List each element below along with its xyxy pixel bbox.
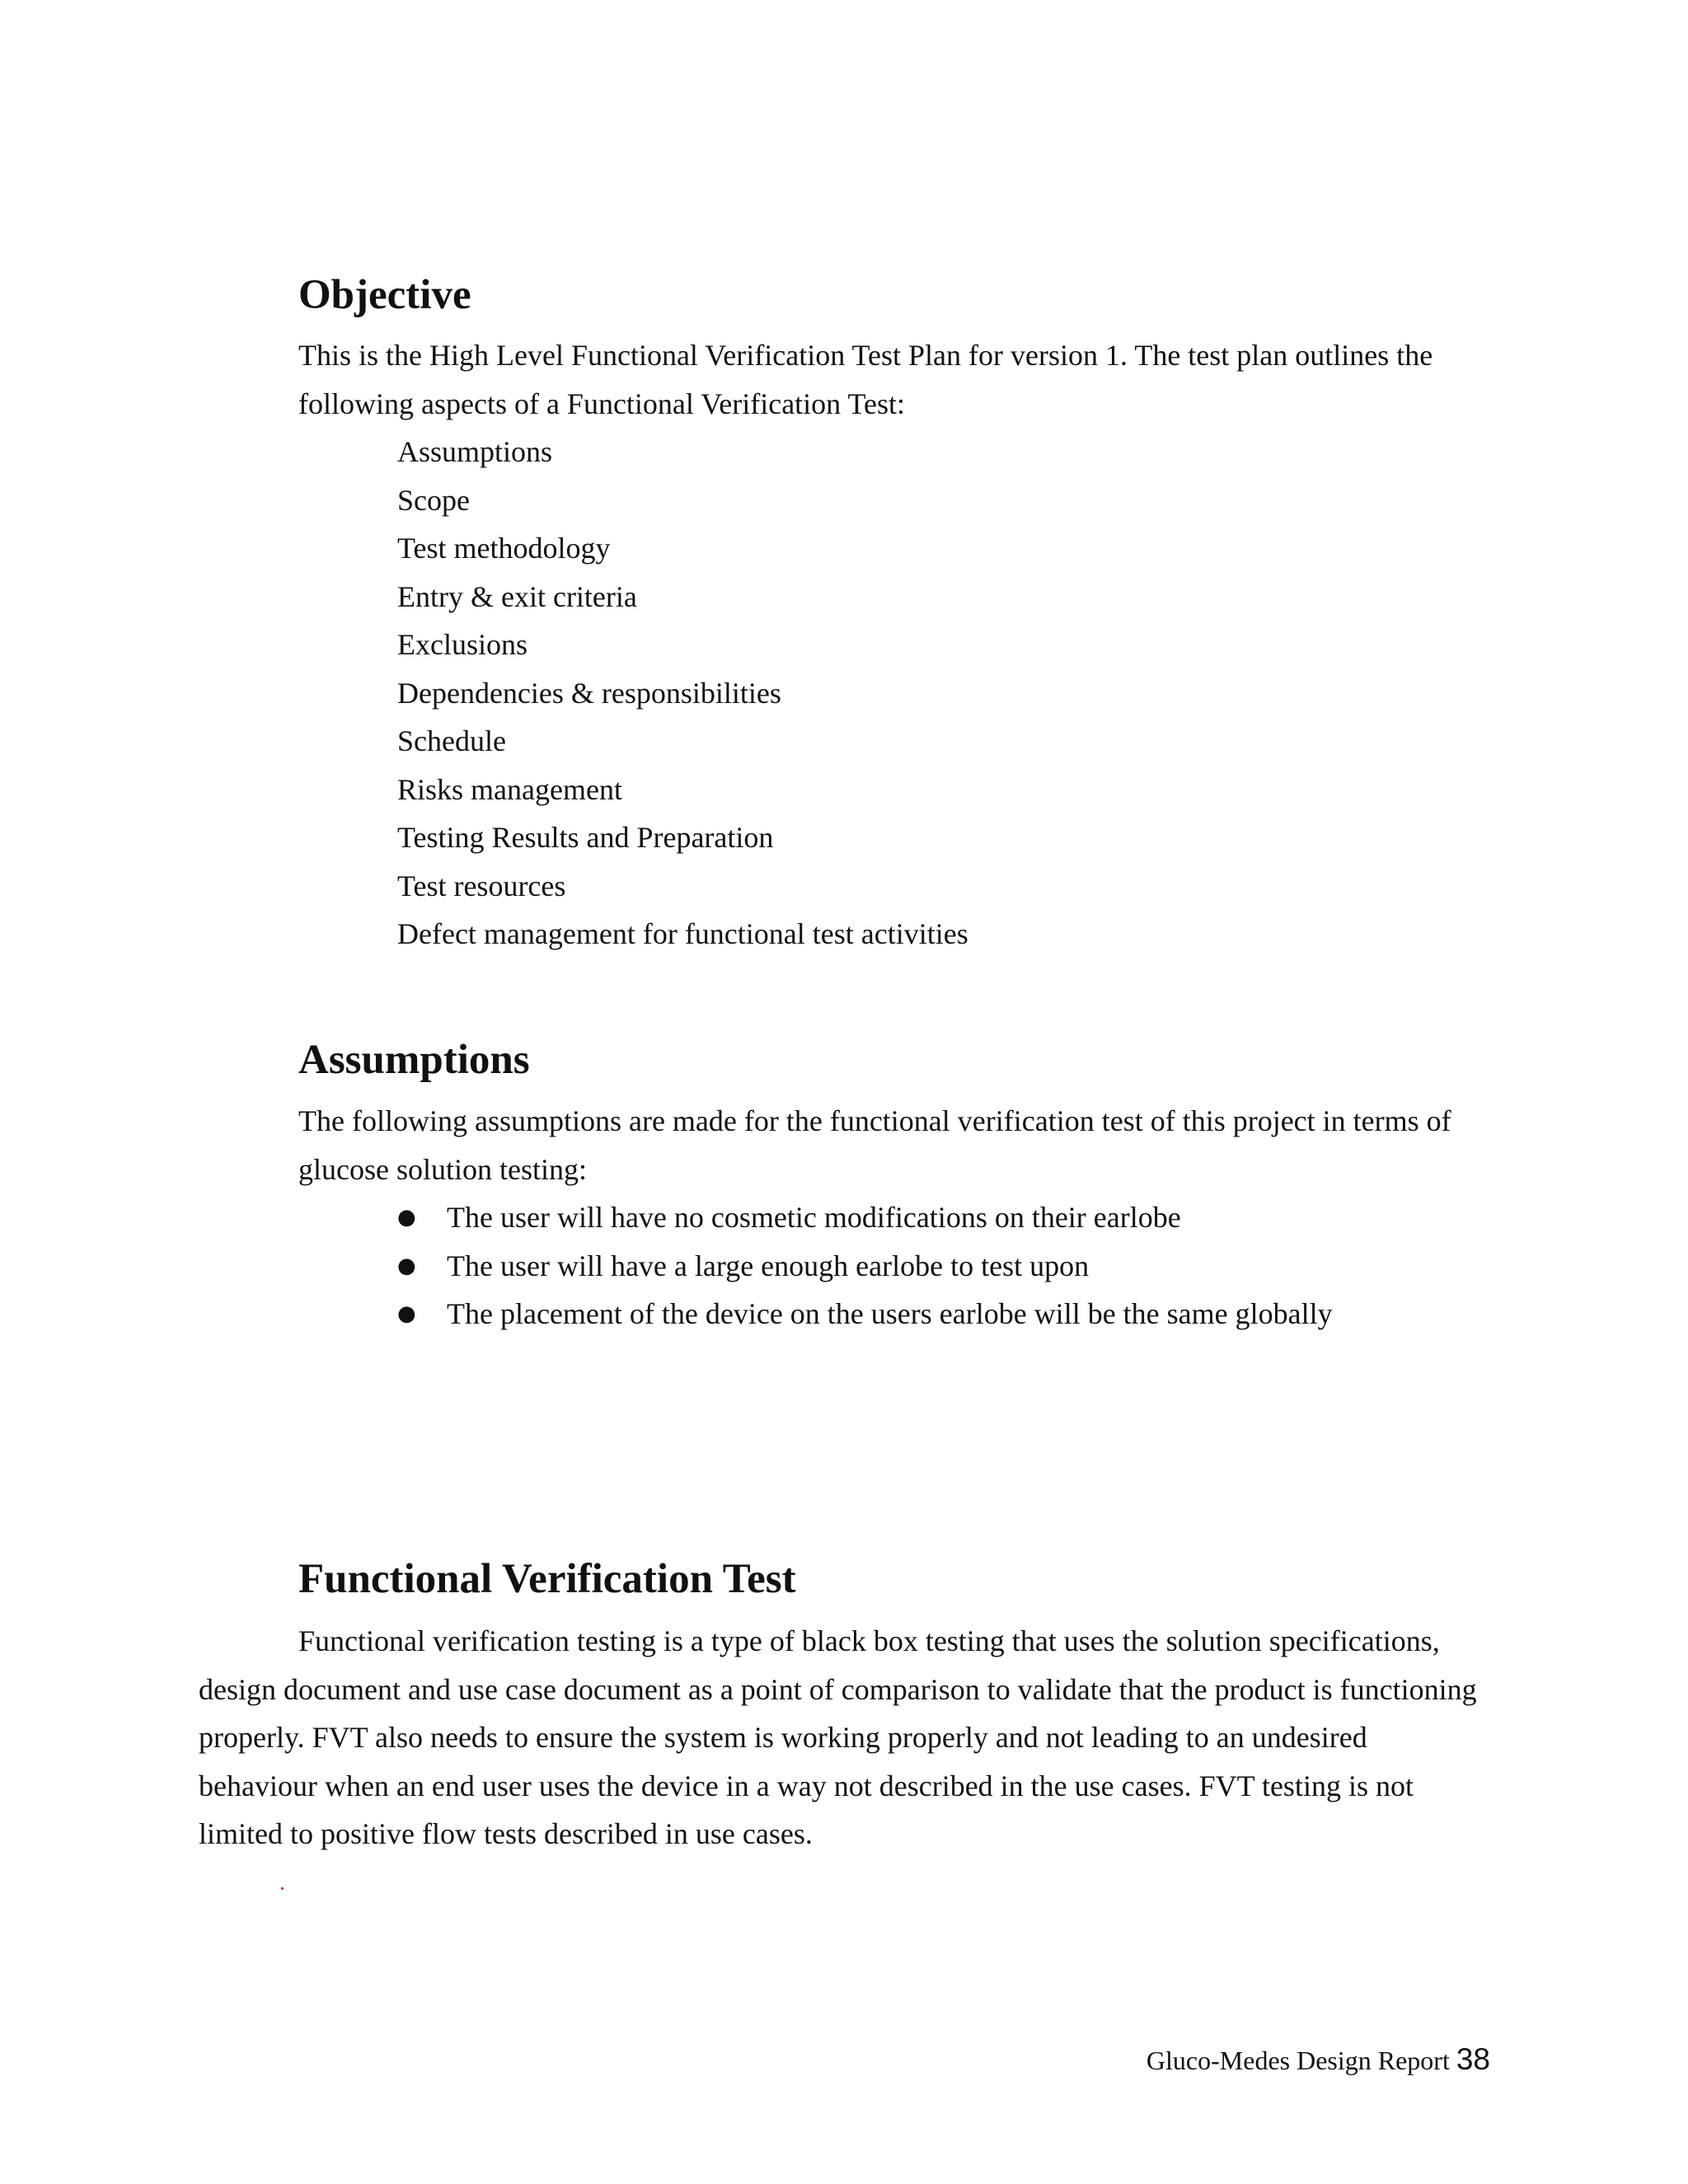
bullet-text: The placement of the device on the users earlobe will be the same globally — [447, 1297, 1333, 1330]
page-footer — [1146, 2042, 1490, 2077]
list-item: Test methodology — [397, 532, 611, 565]
assumptions-heading: Assumptions — [298, 1037, 530, 1083]
fvt-heading: Functional Verification Test — [298, 1556, 796, 1602]
assumptions-bullet-list — [397, 1193, 1333, 1338]
bullet-icon: ● — [397, 1253, 416, 1278]
objective-aspects-list — [397, 428, 968, 958]
list-item — [397, 1290, 1333, 1338]
list-item: Entry & exit criteria — [397, 579, 637, 613]
objective-heading: Objective — [298, 272, 471, 318]
objective-intro: This is the High Level Functional Verification Test Plan for version 1. The test plan outlines the following aspects of a Functional Verification Test: — [298, 339, 1433, 420]
list-item: Exclusions — [397, 628, 528, 661]
list-item: Assumptions — [397, 435, 553, 468]
bullet-text: The user will have a large enough earlobe to test upon — [447, 1249, 1090, 1282]
list-item — [397, 1193, 1333, 1242]
list-item: Test resources — [397, 869, 566, 902]
list-item: Scope — [397, 483, 470, 517]
bullet-text: The user will have no cosmetic modifications on their earlobe — [447, 1201, 1181, 1234]
bullet-icon: ● — [397, 1205, 416, 1230]
fvt-body: Functional verification testing is a type of black box testing that uses the solution specifications, design document and use case document as a point of comparison to validate that the product is functioning properly. FVT also needs to ensure the system is working properly and not leading to an undesired behaviour when an end user uses the device in a way not described in the use cases. FVT testing is not limited to positive flow tests described in use cases. — [199, 1624, 1477, 1850]
list-item: Testing Results and Preparation — [397, 821, 774, 854]
list-item: Risks management — [397, 772, 622, 806]
footer-title: Gluco-Medes Design Report — [1146, 2046, 1450, 2075]
page-number: 38 — [1456, 2042, 1490, 2076]
assumptions-intro: The following assumptions are made for the functional verification test of this project in terms of glucose solution testing: — [298, 1104, 1451, 1186]
list-item: Schedule — [397, 724, 506, 757]
list-item: Defect management for functional test activities — [397, 917, 968, 950]
stray-mark — [281, 1887, 284, 1890]
list-item: Dependencies & responsibilities — [397, 676, 781, 710]
list-item — [397, 1242, 1333, 1291]
bullet-icon: ● — [397, 1301, 416, 1326]
